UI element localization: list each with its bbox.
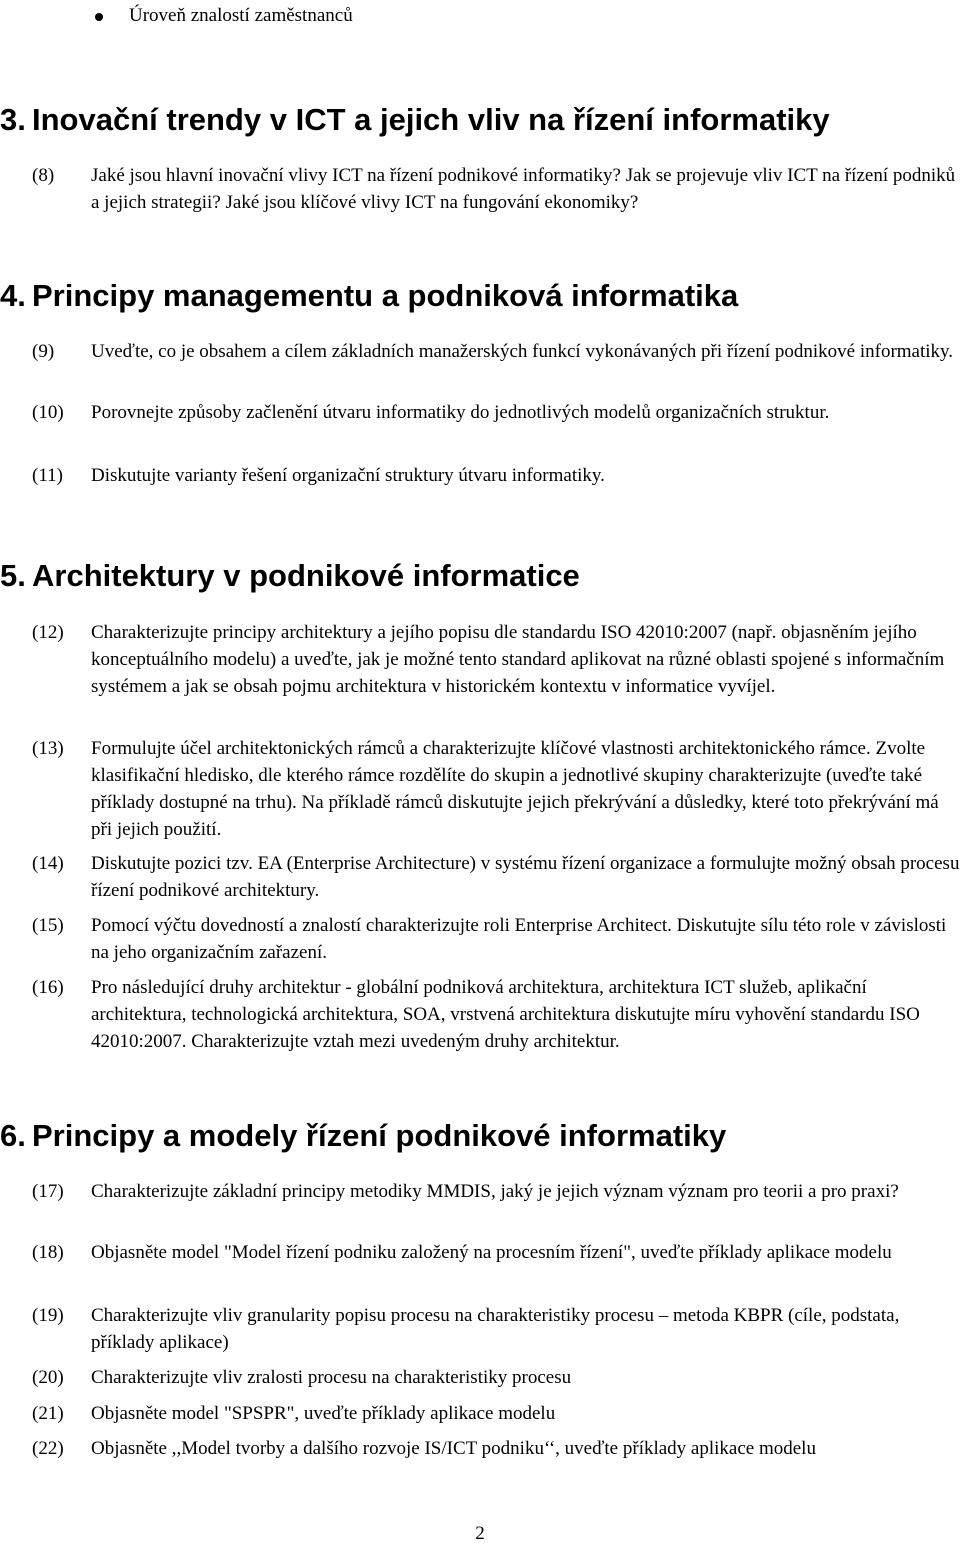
section-number: 3. [0, 102, 26, 137]
question-number: (19) [32, 1305, 64, 1326]
question-text: Uveďte, co je obsahem a cílem základních manažerských funkcí vykonávaných při řízení podnikové informatiky. [91, 341, 954, 362]
question-number: (9) [32, 341, 55, 362]
question-number: (17) [32, 1181, 64, 1202]
bullet-item-text: Úroveň znalostí zaměstnanců [129, 5, 353, 26]
question-text: Objasněte model "Model řízení podniku založený na procesním řízení", uveďte příklady aplikace modelu [91, 1242, 892, 1263]
section-title: Principy managementu a podniková informatika [32, 278, 739, 313]
section-number: 6. [0, 1118, 26, 1153]
question-number: (8) [32, 165, 55, 186]
question-number: (21) [32, 1403, 64, 1424]
question-text: Diskutujte pozici tzv. EA (Enterprise Architecture) v systému řízení organizace a formulujte možný obsah procesu řízení podnikové architektury. [91, 853, 960, 901]
question-text: Pro následující druhy architektur - globální podniková architektura, architektura ICT služeb, aplikační architektura, technologická architektura, SOA, vrstvená architektura diskutujte míru vyhovění standardu ISO 42010:2007. Charakterizujte vztah mezi uvedeným druhy architektur. [91, 977, 920, 1052]
section-title: Inovační trendy v ICT a jejich vliv na řízení informatiky [32, 102, 830, 137]
question-text: Charakterizujte základní principy metodiky MMDIS, jaký je jejich význam význam pro teorii a pro praxi? [91, 1181, 899, 1202]
question-text: Objasněte model "SPSPR", uveďte příklady aplikace modelu [91, 1403, 556, 1424]
question-text: Charakterizujte vliv granularity popisu procesu na charakteristiky procesu – metoda KBPR (cíle, podstata, příklady aplikace) [91, 1305, 900, 1353]
question-number: (22) [32, 1438, 64, 1459]
question-text: Charakterizujte principy architektury a jejího popisu dle standardu ISO 42010:2007 (např. objasněním jejího konceptuálního modelu) a uveďte, jak je možné tento standard aplikovat na různé oblasti spojené s informačním systémem a jak se obsah pojmu architektura v historickém kontextu v informatice vyvíjel. [91, 622, 945, 697]
question-number: (11) [32, 465, 63, 486]
bullet-dot-icon [95, 13, 103, 21]
question-number: (14) [32, 853, 64, 874]
question-text: Formulujte účel architektonických rámců a charakterizujte klíčové vlastnosti architektonického rámce. Zvolte klasifikační hledisko, dle kterého rámce rozdělíte do skupin a jednotlivé skupiny charakterizujte (uveďte také příklady dostupné na trhu). Na příkladě rámců diskutujte jejich překrývání a důsledky, které toto překrývání má při jejich použití. [91, 738, 939, 840]
section-number: 5. [0, 558, 26, 593]
question-text: Objasněte ,,Model tvorby a dalšího rozvoje IS/ICT podniku‘‘, uveďte příklady aplikace modelu [91, 1438, 816, 1459]
section-title: Architektury v podnikové informatice [32, 558, 580, 593]
question-number: (15) [32, 915, 64, 936]
question-text: Diskutujte varianty řešení organizační struktury útvaru informatiky. [91, 465, 605, 486]
question-number: (12) [32, 622, 64, 643]
section-title: Principy a modely řízení podnikové informatiky [32, 1118, 727, 1153]
section-number: 4. [0, 278, 26, 313]
question-text: Porovnejte způsoby začlenění útvaru informatiky do jednotlivých modelů organizačních struktur. [91, 402, 830, 423]
question-number: (10) [32, 402, 64, 423]
question-text: Pomocí výčtu dovedností a znalostí charakterizujte roli Enterprise Architect. Diskutujte sílu této role v závislosti na jeho organizačním zařazení. [91, 915, 947, 963]
question-number: (18) [32, 1242, 64, 1263]
question-text: Charakterizujte vliv zralosti procesu na charakteristiky procesu [91, 1367, 572, 1388]
question-number: (16) [32, 977, 64, 998]
page-number: 2 [475, 1523, 485, 1544]
question-text: Jaké jsou hlavní inovační vlivy ICT na řízení podnikové informatiky? Jak se projevuje vliv ICT na řízení podniků a jejich strategii? Jaké jsou klíčové vlivy ICT na fungování ekonomiky? [91, 165, 956, 213]
question-number: (13) [32, 738, 64, 759]
question-number: (20) [32, 1367, 64, 1388]
